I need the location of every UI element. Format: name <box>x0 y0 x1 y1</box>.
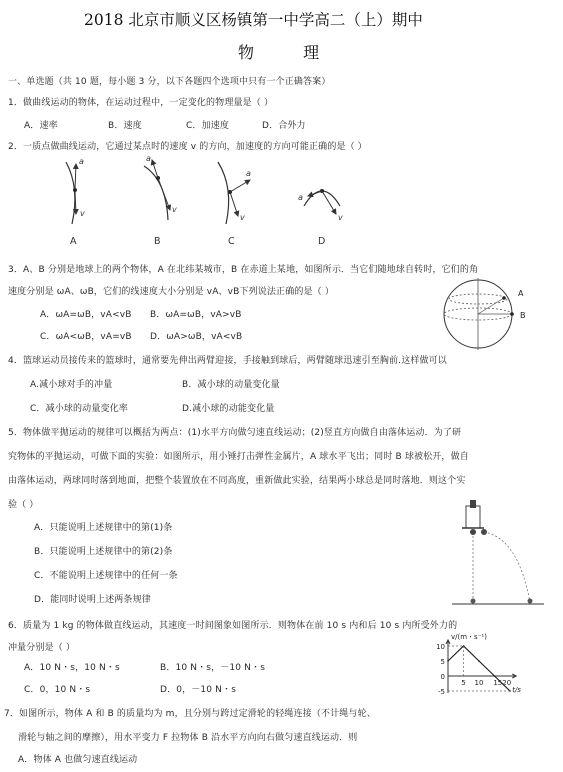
q2-a-vector-v: v <box>80 209 85 218</box>
q2-figure-c <box>218 162 251 224</box>
q7-option-a: A．物体 A 也做匀速直线运动 <box>18 755 138 765</box>
q2-d-vector-a: a <box>298 193 303 202</box>
q1-stem: 1．做曲线运动的物体，在运动过程中，一定变化的物理量是（ ） <box>8 98 274 108</box>
earth-globe-figure <box>436 276 546 352</box>
x-tick-label: 5 <box>461 679 466 687</box>
q2-label-a: A <box>70 236 77 247</box>
q4-option-a: A.减小球对手的冲量 <box>30 380 113 390</box>
globe-label-a: A <box>518 289 524 298</box>
q5-line2: 究物体的平抛运动，可做下面的实验：如图所示，用小锤打击弹性金属片，A 球水平飞出；同时 B 球被松开，做自 <box>8 452 469 462</box>
q1-option-a: A．速率 <box>24 121 58 131</box>
q1-option-d: D．合外力 <box>262 121 306 131</box>
q2-d-vector-v: v <box>338 213 343 222</box>
q2-b-vector-a: a <box>146 154 151 163</box>
paper-title: 2018 北京市顺义区杨镇第一中学高二（上）期中 <box>84 11 423 29</box>
q2-b-vector-v: v <box>172 205 177 214</box>
q6-option-b: B．10 N・s，－10 N・s <box>160 663 266 673</box>
globe-label-b: B <box>520 311 526 320</box>
data-point <box>478 660 480 662</box>
q2-figure-a <box>66 157 85 224</box>
q3-option-d: D．ωA>ωB，vA<vB <box>150 332 243 342</box>
q6-line1: 6．质量为 1 kg 的物体做直线运动，其速度一时间图象如图所示．则物体在前 10 s 内和后 10 s 内所受外力的 <box>8 621 458 631</box>
q2-figure-b <box>144 154 177 220</box>
q6-option-d: D．0，－10 N・s <box>160 685 237 695</box>
x-tick-label: 1520 <box>493 679 512 687</box>
data-point <box>494 675 496 677</box>
q3-stem-line1: 3．A、B 分别是地球上的两个物体，A 在北纬某城市，B 在赤道上某地，如图所示．当它们随地球自转时，它们的角 <box>8 265 479 275</box>
q2-label-d: D <box>318 236 326 247</box>
q4-option-c: C．减小球的动量变化率 <box>30 404 128 414</box>
q5-option-b: B．只能说明上述规律中的第(2)条 <box>34 547 173 557</box>
q4-stem: 4．篮球运动员接传来的篮球时，通常要先伸出两臂迎接，手接触到球后，两臂随球迅速引至胸前.这样做可以 <box>8 356 447 366</box>
q2-stem: 2．一质点做曲线运动，它通过某点时的速度 v 的方向，加速度的方向可能正确的是（ ） <box>8 142 367 152</box>
q2-figure-d <box>298 189 343 222</box>
q4-option-d: D.减小球的动能变化量 <box>182 404 275 414</box>
q3-stem-line2: 速度分别是 ωA、ωB，它们的线速度大小分别是 vA、vB下列说法正确的是（ ） <box>8 287 334 297</box>
q2-label-b: B <box>154 236 161 247</box>
q3-option-b: B．ωA=ωB，vA>vB <box>150 310 242 320</box>
data-point <box>447 660 449 662</box>
q5-option-c: C．不能说明上述规律中的任何一条 <box>34 571 178 581</box>
x-tick-label: 10 <box>474 679 484 687</box>
q3-option-c: C．ωA<ωB，vA=vB <box>40 332 132 342</box>
q6-line2: 冲量分别是（ ） <box>8 643 76 653</box>
y-tick-label: 0 <box>440 673 445 681</box>
velocity-time-chart <box>430 632 530 702</box>
q5-line4: 验（ ） <box>8 500 39 510</box>
q2-c-vector-a: a <box>246 169 251 178</box>
q3-option-a: A．ωA=ωB，vA<vB <box>40 310 132 320</box>
q7-line2: 滑轮与轴之间的摩擦），用水平变力 F 拉物体 B 沿水平方向向右做匀速直线运动．则 <box>18 733 358 743</box>
q4-option-b: B．减小球的动量变化量 <box>182 380 280 390</box>
y-tick-label: 10 <box>436 643 445 651</box>
q7-line1: 7．如图所示，物体 A 和 B 的质量均为 m，且分别与跨过定滑轮的轻绳连接（不计绳与轮、 <box>4 709 376 719</box>
y-axis-label: v/(m・s⁻¹) <box>451 633 487 641</box>
q5-option-d: D．能同时说明上述两条规律 <box>34 595 151 605</box>
q1-option-c: C．加速度 <box>186 121 230 131</box>
q5-option-a: A．只能说明上述规律中的第(1)条 <box>34 523 173 533</box>
x-axis-label: t/s <box>512 686 521 694</box>
q2-a-vector-a: a <box>79 157 84 166</box>
y-tick-label: 5 <box>440 658 445 666</box>
q5-line3: 由落体运动，两球同时落到地面，把整个装置放在不同高度，重新做此实验，结果两小球总是同时落地．则这个实 <box>8 476 466 486</box>
y-tick-label: -5 <box>438 688 445 696</box>
q2-figures <box>40 152 360 232</box>
q2-label-c: C <box>228 236 235 247</box>
q1-option-b: B．速度 <box>108 121 142 131</box>
subject-heading: 物 理 <box>238 43 342 62</box>
q6-option-a: A．10 N・s，10 N・s <box>24 663 120 673</box>
q2-c-vector-v: v <box>240 213 245 222</box>
q6-option-c: C．0，10 N・s <box>24 685 91 695</box>
q5-line1: 5．物体做平抛运动的规律可以概括为两点：(1)水平方向做匀速直线运动；(2)竖直方向做自由落体运动．为了研 <box>8 428 462 438</box>
section-heading: 一、单选题（共 10 题，每小题 3 分，以下各题四个选项中只有一个正确答案） <box>8 77 331 87</box>
projectile-apparatus-figure <box>448 498 548 608</box>
